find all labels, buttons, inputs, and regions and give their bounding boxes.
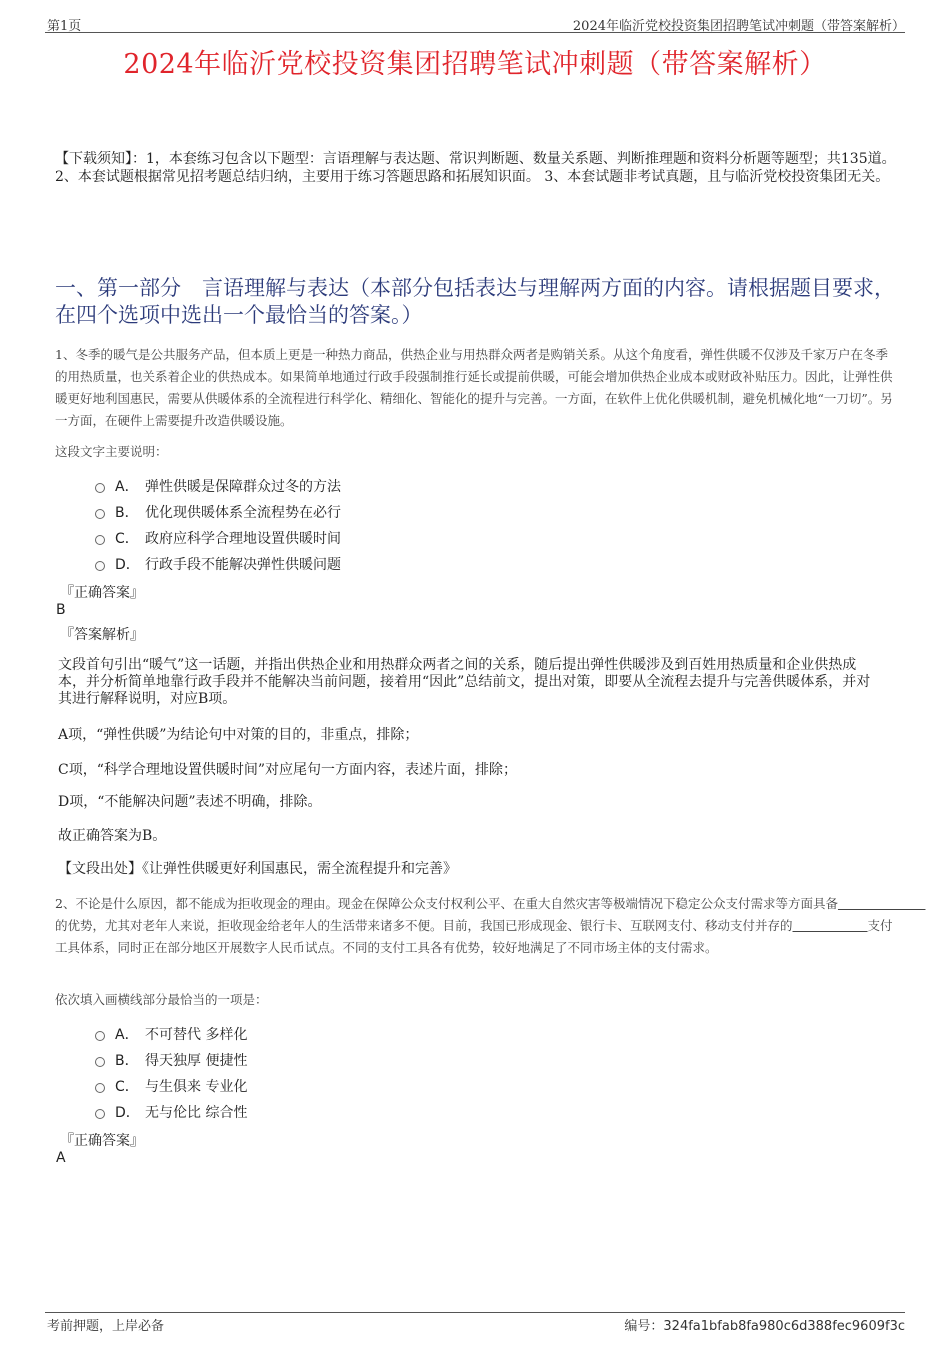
analysis-label: 『答案解析』 [60, 627, 144, 643]
header-doc-title: 2024年临沂党校投资集团招聘笔试冲刺题（带答案解析） [572, 19, 905, 34]
question-2-text: 2、不论是什么原因，都不能成为拒收现金的理由。现金在保障公众支付权利公平、在重大自然灾害等极端情况下稳定公众支付需求等方面具备 的优势，尤其对老年人来说，拒收现金给老年人的生活带来诸多不便。目前，我国已形成现金、银行卡、互联网支付、移动支付并存的 支付工具体系，同时正在部分地区开展数字人民币试点。不同的支付工具各有优势，较好地满足了不同市场主体的支付需求。 [55, 893, 897, 959]
answer-value: A [56, 1150, 66, 1166]
page-footer [45, 1312, 905, 1334]
option-a[interactable]: A． 不可替代 多样化 [95, 1021, 247, 1047]
answer-label: 『正确答案』 [60, 1133, 144, 1149]
analysis-line: D项，“不能解决问题”表述不明确，排除。 [58, 794, 322, 810]
analysis-line: C项，“科学合理地设置供暖时间”对应尾句一方面内容，表述片面，排除； [58, 762, 518, 778]
analysis-line: 故正确答案为B。 [58, 828, 167, 844]
analysis-line: A项，“弹性供暖”为结论句中对策的目的，非重点，排除； [58, 727, 419, 743]
page-header [45, 14, 905, 33]
radio-icon[interactable] [95, 561, 105, 571]
option-c[interactable]: C． 与生俱来 专业化 [95, 1073, 247, 1099]
radio-icon[interactable] [95, 535, 105, 545]
radio-icon[interactable] [95, 1109, 105, 1119]
question-2-options [95, 1021, 247, 1125]
footer-slogan: 考前押题，上岸必备 [47, 1319, 165, 1334]
option-b[interactable]: B． 得天独厚 便捷性 [95, 1047, 247, 1073]
question-2-prompt: 依次填入画横线部分最恰当的一项是： [55, 992, 268, 1007]
question-1-text: 1、冬季的暖气是公共服务产品，但本质上更是一种热力商品，供热企业与用热群众两者是购销关系。从这个角度看，弹性供暖不仅涉及千家万户在冬季的用热质量，也关系着企业的供热成本。如果简单地通过行政手段强制推行延长或提前供暖，可能会增加供热企业成本或财政补贴压力。因此，让弹性供暖更好地利国惠民，需要从供暖体系的全流程进行科学化、精细化、智能化的提升与完善。一方面，在软件上优化供暖机制，避免机械化地“一刀切”。另一方面，在硬件上需要提升改造供暖设施。 [55, 347, 893, 428]
option-a[interactable]: A． 弹性供暖是保障群众过冬的方法 [95, 473, 341, 499]
radio-icon[interactable] [95, 1083, 105, 1093]
answer-value: B [56, 602, 66, 618]
fill-blank [838, 896, 926, 911]
radio-icon[interactable] [95, 483, 105, 493]
radio-icon[interactable] [95, 509, 105, 519]
page-number: 第1页 [47, 19, 82, 34]
document-code: 编号：324fa1bfab8fa980c6d388fec9609f3c [624, 1319, 905, 1334]
option-c[interactable]: C． 政府应科学合理地设置供暖时间 [95, 525, 341, 551]
section-heading: 一、第一部分 言语理解与表达（本部分包括表达与理解两方面的内容。请根据题目要求，在四个选项中选出一个最恰当的答案。） [55, 276, 895, 327]
analysis-paragraph: 文段首句引出“暖气”这一话题，并指出供热企业和用热群众两者之间的关系，随后提出弹性供暖涉及到百姓用热质量和企业供热成本，并分析简单地靠行政手段并不能解决当前问题，接着用“因此”总结前文，提出对策，即要从全流程去提升与完善供暖体系，并对其进行解释说明，对应B项。 [58, 657, 871, 707]
option-b[interactable]: B． 优化现供暖体系全流程势在必行 [95, 499, 341, 525]
radio-icon[interactable] [95, 1031, 105, 1041]
option-d[interactable]: D． 无与伦比 综合性 [95, 1099, 247, 1125]
download-notice: 【下载须知】：1，本套练习包含以下题型：言语理解与表达题、常识判断题、数量关系题、判断推理题和资料分析题等题型；共135道。 2、本套试题根据常见招考题总结归纳，主要用于练习答题思路和拓展知识面。 3、本套试题非考试真题，且与临沂党校投资集团无关。 [55, 151, 896, 185]
question-1-options [95, 473, 341, 577]
radio-icon[interactable] [95, 1057, 105, 1067]
fill-blank [793, 918, 868, 933]
page-title: 2024年临沂党校投资集团招聘笔试冲刺题（带答案解析） [123, 49, 827, 80]
answer-label: 『正确答案』 [60, 585, 144, 601]
source-citation: 【文段出处】《让弹性供暖更好利国惠民，需全流程提升和完善》 [58, 861, 457, 877]
question-1-prompt: 这段文字主要说明： [55, 444, 168, 459]
option-d[interactable]: D． 行政手段不能解决弹性供暖问题 [95, 551, 341, 577]
